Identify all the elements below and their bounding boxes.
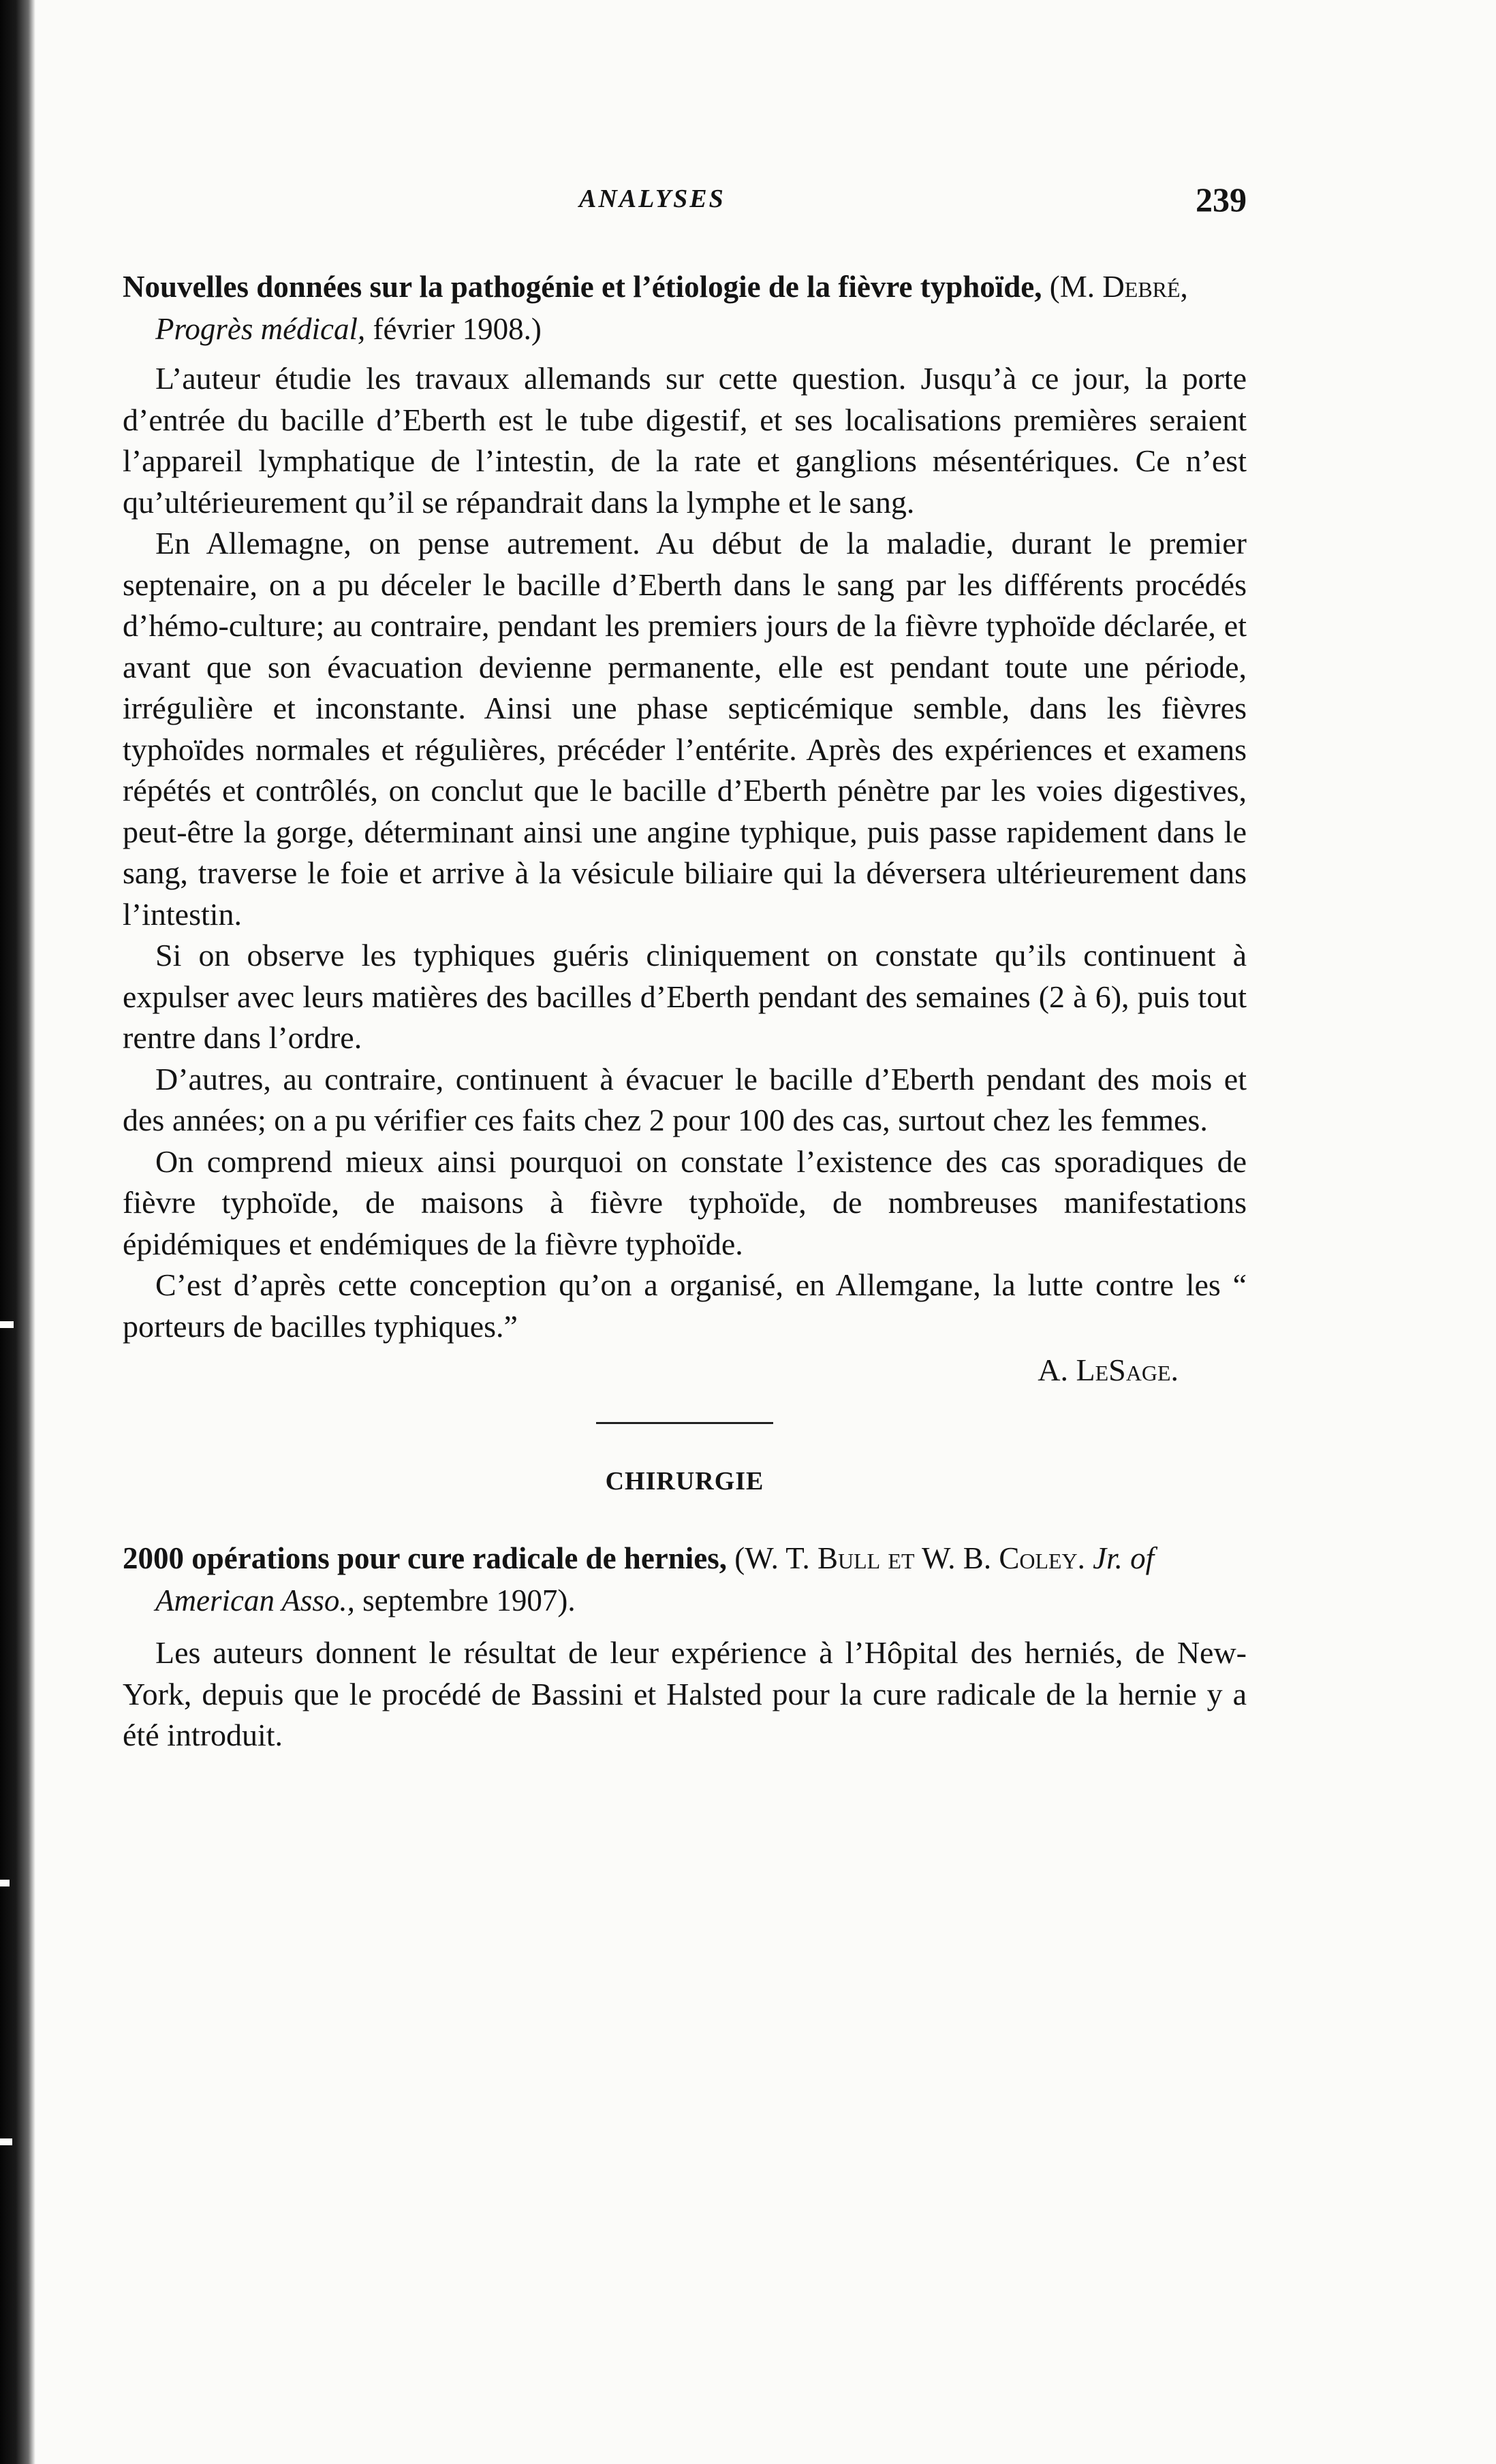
book-page <box>123 180 1247 1756</box>
running-head <box>123 180 1247 225</box>
article-journal: Jr. of American Asso., <box>155 1541 1155 1617</box>
article-journal: Progrès médical, <box>155 312 366 346</box>
body-paragraph: L’auteur étudie les travaux allemands sur cette question. Jusqu’à ce jour, la porte d’entrée du bacille d’Eberth est le tube digestif, et ses localisations premières seraient l’appareil lymphatique de l’intestin, de la rate et ganglions mésentériques. Ce n’est qu’ultérieurement qu’il se répandrait dans la lymphe et le sang. <box>123 361 1247 520</box>
article-heading <box>123 1537 1247 1622</box>
body-paragraph: On comprend mieux ainsi pourquoi on constate l’existence des cas sporadiques de fièvre typhoïde, de maisons à fièvre typhoïde, de nombreuses manifestations épidémiques et endémiques de la fièvre typhoïde. <box>123 1143 1247 1261</box>
body-paragraph: C’est d’après cette conception qu’on a organisé, en Allemgane, la lutte contre les “ porteurs de bacilles typhiques.” <box>123 1267 1247 1344</box>
section-divider <box>596 1422 773 1424</box>
article-date: septembre 1907). <box>362 1583 576 1617</box>
binding-speck <box>0 1880 10 1886</box>
article-author: (M. Debré, <box>1049 270 1188 304</box>
page-number: 239 <box>1196 180 1247 219</box>
article-heading <box>123 266 1247 350</box>
binding-speck <box>0 2138 12 2145</box>
running-title: ANALYSES <box>579 185 726 213</box>
article-date: février 1908.) <box>373 312 542 346</box>
body-paragraph: Si on observe les typhiques guéris cliniquement on constate qu’ils continuent à expulser avec leurs matières des bacilles d’Eberth pendant des semaines (2 à 6), puis tout rentre dans l’ordre. <box>123 938 1247 1055</box>
body-paragraph: D’autres, au contraire, continuent à évacuer le bacille d’Eberth pendant des mois et des années; on a pu vérifier ces faits chez 2 pour 100 des cas, surtout chez les femmes. <box>123 1061 1247 1137</box>
article-title: Nouvelles données sur la pathogénie et l’étiologie de la fièvre typhoïde, <box>123 270 1042 304</box>
section-title: CHIRURGIE <box>605 1467 764 1496</box>
article-authors: (W. T. Bull et W. B. Coley. <box>734 1541 1085 1575</box>
article-title: 2000 opérations pour cure radicale de hernies, <box>123 1541 728 1575</box>
body-paragraph: En Allemagne, on pense autrement. Au début de la maladie, durant le premier septenaire, on a pu déceler le bacille d’Eberth dans le sang par les différents procédés d’hémo-culture; au contraire, pendant les premiers jours de la fièvre typhoïde déclarée, et avant que son évacuation devienne permanente, elle est pendant toute une période, irrégulière et inconstante. Ainsi une phase septicémique semble, dans les fièvres typhoïdes normales et régulières, précéder l’entérite. Après des expériences et examens répétés et contrôlés, on conclut que le bacille d’Eberth pénètre par les voies digestives, peut-être la gorge, déterminant ainsi une angine typhique, puis passe rapidement dans le sang, traverse le foie et arrive à la vésicule biliaire qui la déversera ultérieurement dans l’intestin. <box>123 526 1247 932</box>
binding-speck <box>0 1321 14 1328</box>
body-paragraph: Les auteurs donnent le résultat de leur expérience à l’Hôpital des herniés, de New-York, depuis que le procédé de Bassini et Halsted pour la cure radicale de la hernie y a été introduit. <box>123 1635 1247 1752</box>
author-signature: A. LeSage. <box>1038 1353 1179 1387</box>
page-binding-edge <box>0 0 35 2464</box>
